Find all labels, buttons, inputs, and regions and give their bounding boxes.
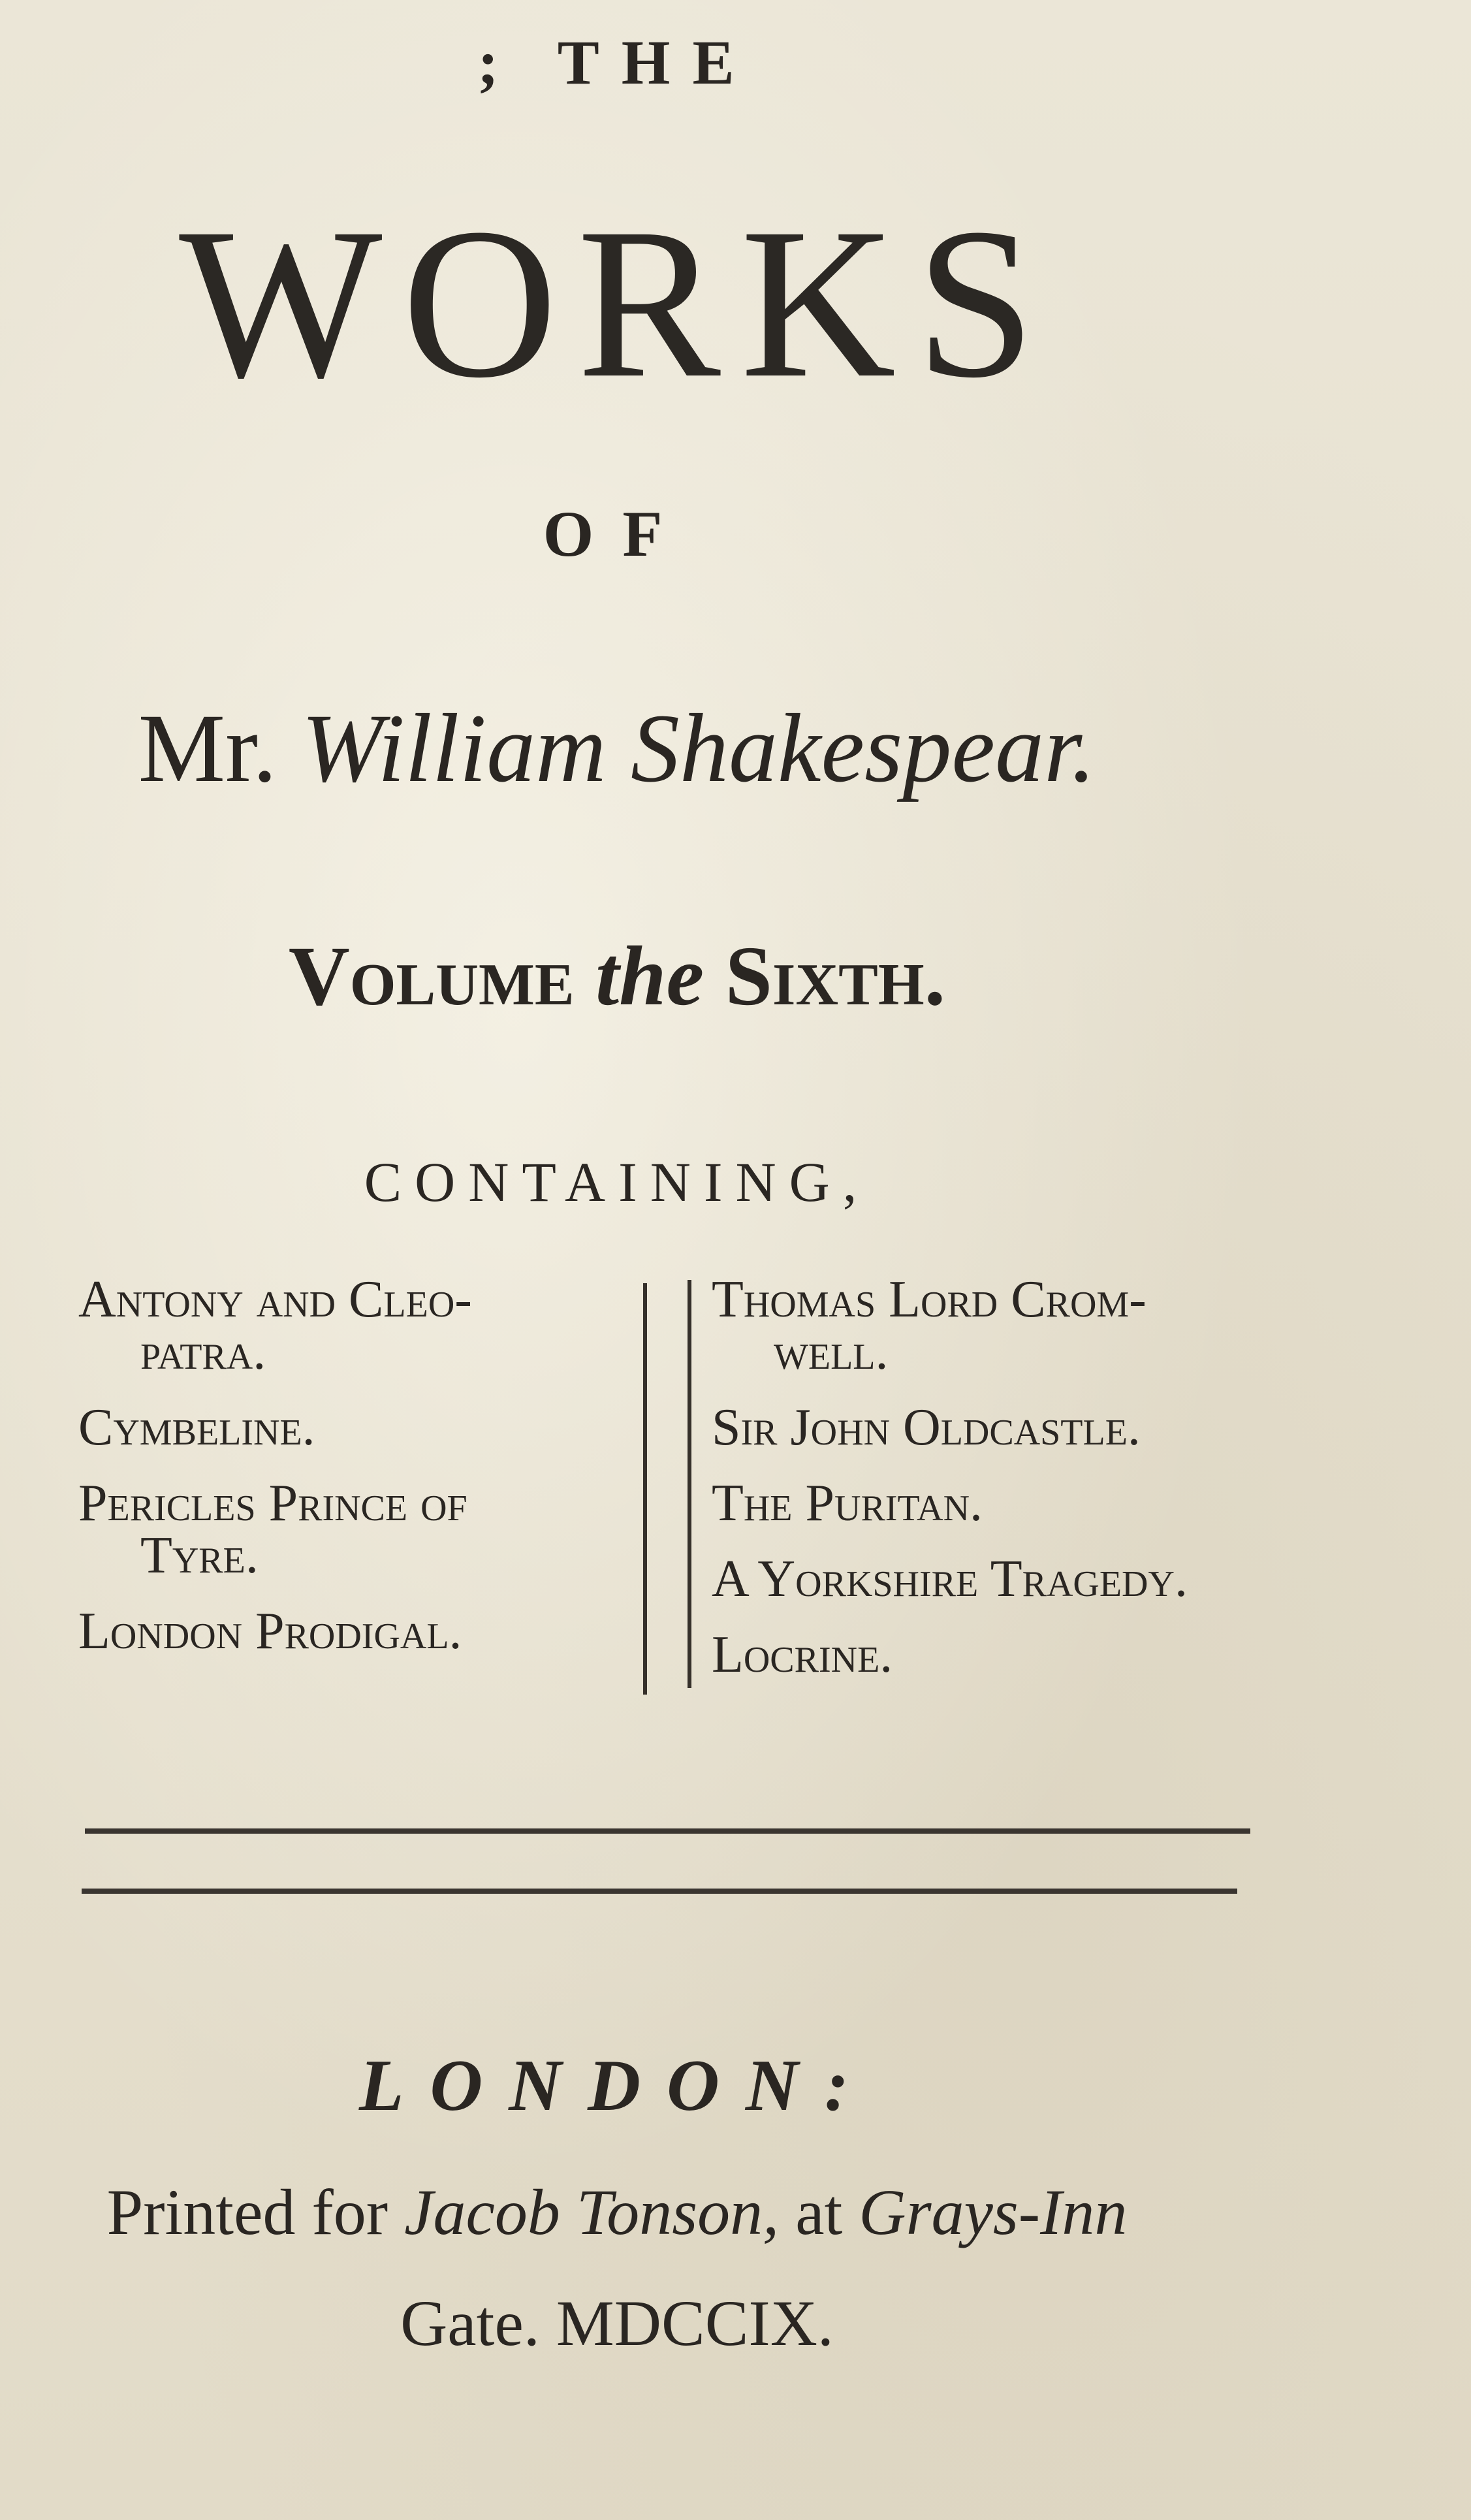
play-title-continued: Tyre. bbox=[140, 1527, 259, 1584]
containing-label: CONTAINING, bbox=[364, 1151, 870, 1213]
imprint-printer-name: Jacob Tonson, bbox=[404, 2176, 780, 2248]
play-entry bbox=[712, 1273, 1280, 1378]
play-title: London Prodigal. bbox=[78, 1603, 462, 1660]
plays-left-column bbox=[78, 1273, 653, 1681]
column-divider-right bbox=[688, 1280, 691, 1688]
volume-article: the bbox=[595, 929, 704, 1023]
play-entry bbox=[712, 1626, 1280, 1683]
author-line bbox=[0, 692, 1234, 805]
play-title: Pericles Prince of bbox=[78, 1475, 467, 1532]
double-rule-top bbox=[85, 1828, 1250, 1834]
play-title-continued: patra. bbox=[140, 1323, 266, 1380]
play-entry bbox=[712, 1401, 1280, 1454]
play-title: Sir John Oldcastle. bbox=[712, 1399, 1141, 1456]
play-entry bbox=[78, 1401, 653, 1454]
column-divider-left bbox=[643, 1283, 647, 1695]
play-title: A Yorkshire Tragedy. bbox=[712, 1550, 1188, 1608]
author-prefix: Mr. bbox=[138, 694, 277, 803]
play-entry bbox=[78, 1603, 653, 1660]
imprint-gate: Gate. bbox=[400, 2287, 540, 2359]
play-title: The Puritan. bbox=[712, 1475, 983, 1532]
play-title: Locrine. bbox=[712, 1626, 893, 1683]
imprint-city: LONDON: bbox=[358, 2045, 876, 2126]
play-entry bbox=[78, 1477, 653, 1582]
imprint-place: Grays-Inn bbox=[859, 2176, 1128, 2248]
play-entry bbox=[712, 1475, 1280, 1532]
play-title: Cymbeline. bbox=[78, 1399, 315, 1456]
imprint-at: at bbox=[795, 2176, 843, 2248]
imprint-year: MDCCIX. bbox=[556, 2287, 834, 2359]
volume-word: Volume bbox=[288, 929, 575, 1023]
play-entry bbox=[712, 1550, 1280, 1608]
play-title: Thomas Lord Crom- bbox=[712, 1271, 1147, 1328]
heading-the: ; THE bbox=[477, 27, 757, 97]
play-title: Antony and Cleo- bbox=[78, 1271, 472, 1328]
heading-works: WORKS bbox=[179, 184, 1055, 423]
plays-right-column bbox=[712, 1273, 1280, 1704]
volume-line bbox=[0, 927, 1234, 1025]
heading-of: OF bbox=[543, 498, 691, 570]
imprint-printed: Printed for bbox=[106, 2176, 388, 2248]
imprint-date-line bbox=[0, 2286, 1234, 2361]
volume-number: Sixth. bbox=[725, 929, 946, 1023]
author-name: William Shakespear. bbox=[301, 694, 1096, 803]
play-title-continued: well. bbox=[774, 1323, 889, 1380]
imprint-printer-line bbox=[0, 2175, 1234, 2250]
play-entry bbox=[78, 1273, 653, 1378]
double-rule-bottom bbox=[82, 1889, 1237, 1894]
